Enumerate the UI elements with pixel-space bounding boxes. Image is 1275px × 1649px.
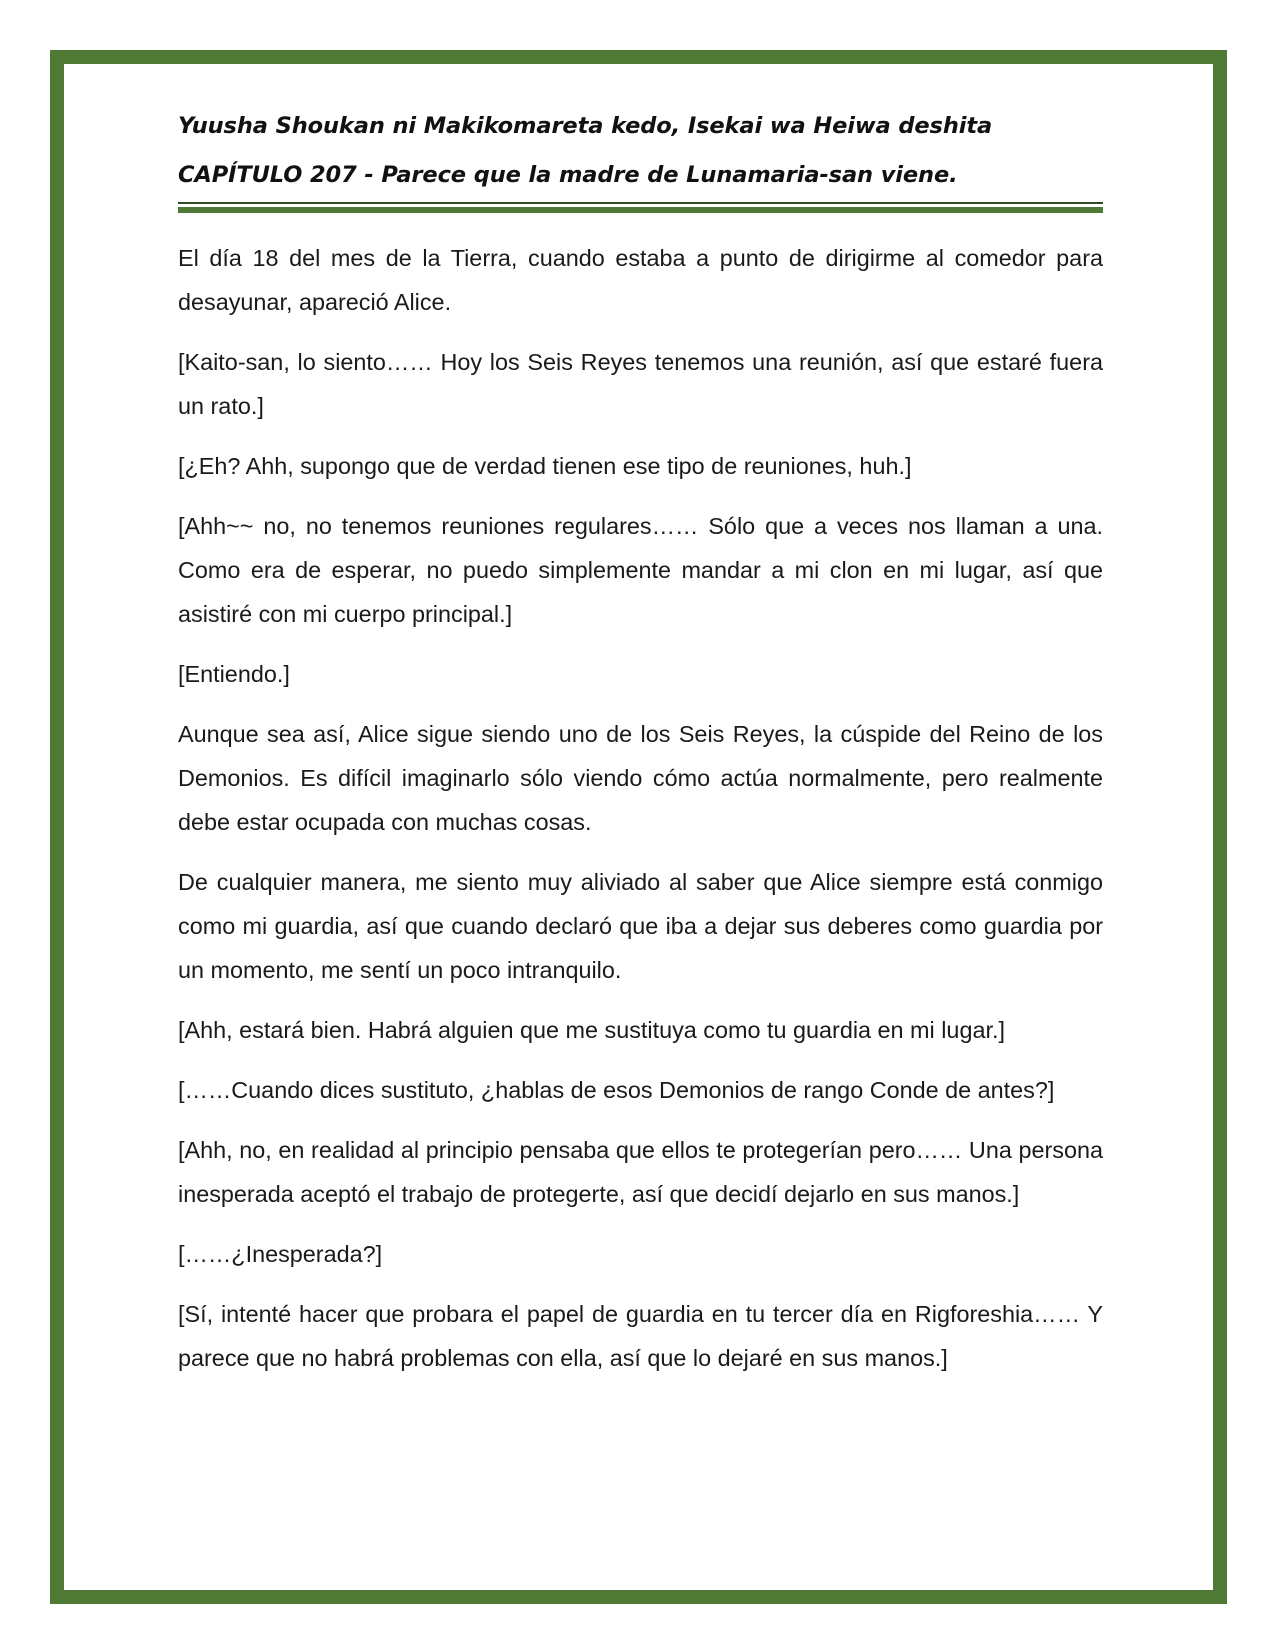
series-title: Yuusha Shoukan ni Makikomareta kedo, Isekai wa Heiwa deshita — [178, 113, 993, 139]
chapter-body — [178, 236, 1103, 1396]
paragraph: De cualquier manera, me siento muy aliviado al saber que Alice siempre está conmigo como mi guardia, así que cuando declaró que iba a dejar sus deberes como guardia por un momento, me sentí un poco intranquilo. — [178, 869, 1103, 983]
paragraph: [……Cuando dices sustituto, ¿hablas de esos Demonios de rango Conde de antes?] — [178, 1077, 1055, 1103]
paragraph: [Entiendo.] — [178, 661, 290, 687]
paragraph: [Sí, intenté hacer que probara el papel de guardia en tu tercer día en Rigforeshia…… Y parece que no habrá problemas con ella, así que lo dejaré en sus manos.] — [178, 1301, 1103, 1371]
paragraph: Aunque sea así, Alice sigue siendo uno de los Seis Reyes, la cúspide del Reino de los Demonios. Es difícil imaginarlo sólo viendo cómo actúa normalmente, pero realmente debe estar ocupada con muchas cosas. — [178, 721, 1103, 835]
paragraph: [Ahh~~ no, no tenemos reuniones regulares…… Sólo que a veces nos llaman a una. Como era de esperar, no puedo simplemente mandar a mi clon en mi lugar, así que asistiré con mi cuerpo principal.] — [178, 513, 1103, 627]
paragraph: [Ahh, no, en realidad al principio pensaba que ellos te protegerían pero…… Una persona inesperada aceptó el trabajo de protegerte, así que decidí dejarlo en sus manos.] — [178, 1137, 1103, 1207]
paragraph: [……¿Inesperada?] — [178, 1241, 383, 1267]
header-divider-thin — [178, 202, 1103, 204]
paragraph: El día 18 del mes de la Tierra, cuando estaba a punto de dirigirme al comedor para desayunar, apareció Alice. — [178, 245, 1103, 315]
paragraph: [Kaito-san, lo siento…… Hoy los Seis Reyes tenemos una reunión, así que estaré fuera un rato.] — [178, 349, 1103, 419]
paragraph: [¿Eh? Ahh, supongo que de verdad tienen ese tipo de reuniones, huh.] — [178, 453, 912, 479]
document-header — [178, 112, 1103, 189]
header-divider-thick — [178, 207, 1103, 213]
chapter-title: CAPÍTULO 207 - Parece que la madre de Lunamaria-san viene. — [178, 162, 958, 188]
paragraph: [Ahh, estará bien. Habrá alguien que me sustituya como tu guardia en mi lugar.] — [178, 1017, 1005, 1043]
